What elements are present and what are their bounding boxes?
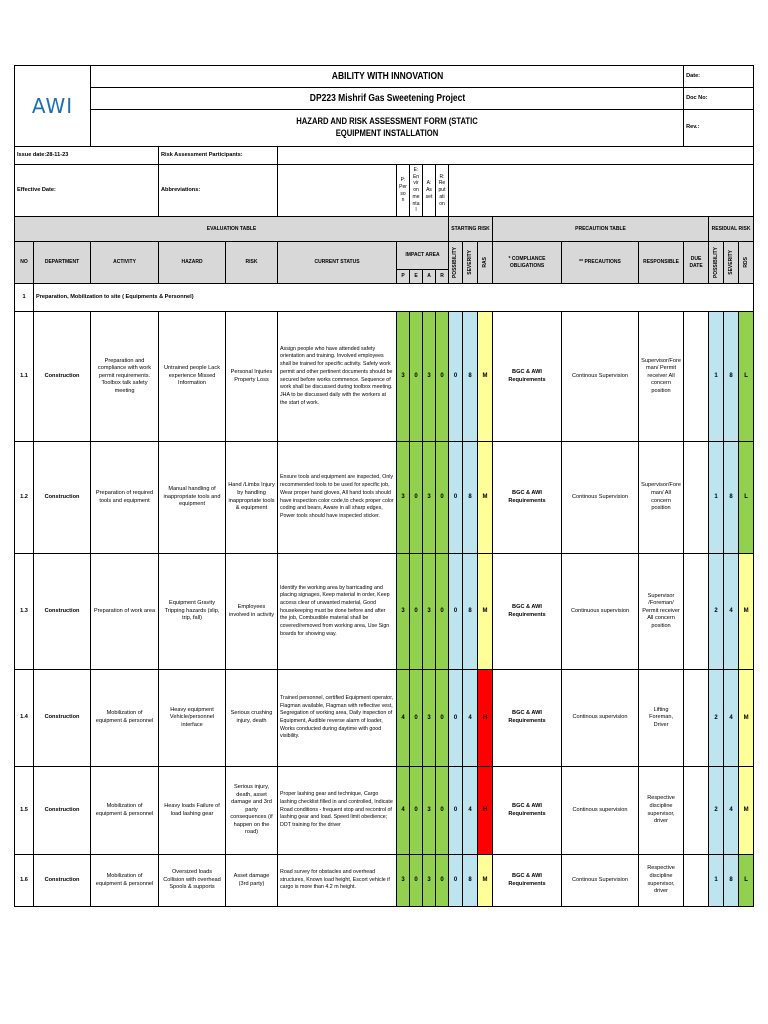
row-residual-possibility: 1 [709, 855, 724, 907]
row-residual-possibility: 1 [709, 312, 724, 442]
col-severity-text: SEVERITY [466, 250, 473, 275]
row-current-status: Road survey for obstacles and overhead structures, Known load height, Escort vehicle if cargo is more than 4.2 m height. [278, 855, 397, 907]
effective-date-label: Effective Date: [15, 165, 159, 217]
row-severity: 8 [463, 554, 478, 670]
row-ras: M [478, 554, 493, 670]
row-hazard: Heavy loads Failure of load lashing gear [159, 767, 226, 855]
row-activity: Mobilization of equipment & personnel [91, 767, 159, 855]
row-impact-r: 0 [436, 767, 449, 855]
row-department: Construction [34, 554, 91, 670]
row-department: Construction [34, 442, 91, 554]
participants-label: Risk Assessment Participants: [159, 147, 278, 165]
row-precaution: Continous Supervision [562, 312, 639, 442]
company-name: ABILITY WITH INNOVATION [135, 66, 639, 88]
col-severity [463, 242, 478, 284]
row-rds: L [739, 442, 754, 554]
precaution-table-header: PRECAUTION TABLE [493, 217, 709, 242]
row-precaution: Continous supervision [562, 767, 639, 855]
row-compliance: BGC & AWI Requirements [493, 767, 562, 855]
row-precaution: Continous Supervision [562, 442, 639, 554]
col-due-date: DUE DATE [684, 242, 709, 284]
row-due-date [684, 767, 709, 855]
row-severity: 8 [463, 442, 478, 554]
row-impact-e: 0 [410, 670, 423, 767]
row-severity: 8 [463, 312, 478, 442]
abbr-asset: A: Asset [423, 165, 436, 217]
col-risk: RISK [226, 242, 278, 284]
row-due-date [684, 312, 709, 442]
row-impact-r: 0 [436, 670, 449, 767]
col-rds [739, 242, 754, 284]
col-residual-possibility [709, 242, 724, 284]
row-responsible: Supervisor/Foreman/ Permit receiver All concern position [639, 312, 684, 442]
row-hazard: Equipment Gravity Tripping hazards (slip, trip, fall) [159, 554, 226, 670]
row-possibility: 0 [449, 442, 463, 554]
row-residual-severity: 8 [724, 442, 739, 554]
logo-text: AWI [31, 93, 74, 118]
row-precaution: Continuous supervision [562, 554, 639, 670]
row-possibility: 0 [449, 670, 463, 767]
row-current-status: Ensure tools and equipment are inspected, Only recommended tools to be used for specific job, Wear proper hand gloves, All hand tools should have inspection color code,to check proper color coding and bears, Aware in all sharp edges, Power tools should have inspected sticker. [278, 442, 397, 554]
row-residual-possibility: 2 [709, 554, 724, 670]
row-residual-possibility: 2 [709, 767, 724, 855]
row-department: Construction [34, 855, 91, 907]
row-responsible: Supervisor /Foreman/ Permit receiver All concern position [639, 554, 684, 670]
row-risk: Hand /Limbs Injury by handling inappropriate tools & equipment [226, 442, 278, 554]
issue-date: Issue date:28-11-23 [15, 147, 159, 165]
row-due-date [684, 442, 709, 554]
col-possibility-text: POSSIBILITY [452, 246, 459, 279]
row-rds: L [739, 312, 754, 442]
row-ras: H [478, 670, 493, 767]
residual-risk-header: RESIDUAL RISK [709, 217, 754, 242]
row-no: 1.1 [15, 312, 34, 442]
row-compliance: BGC & AWI Requirements [493, 855, 562, 907]
row-impact-a: 3 [423, 767, 436, 855]
section-title: Preparation, Mobilization to site ( Equipments & Personnel) [34, 284, 754, 312]
row-precaution: Continous Supervision [562, 855, 639, 907]
row-due-date [684, 855, 709, 907]
row-impact-e: 0 [410, 312, 423, 442]
section-no: 1 [15, 284, 34, 312]
row-residual-severity: 8 [724, 312, 739, 442]
row-possibility: 0 [449, 312, 463, 442]
row-current-status: Identify the working area by barricading and placing signages, Keep material in order, Keep access clear of unwanted material, Good housekeeping must be done before and after the job, Combustible material shall be covered/removed from working area, Use Sign boards for showing way. [278, 554, 397, 670]
row-impact-p: 3 [397, 442, 410, 554]
row-residual-severity: 4 [724, 767, 739, 855]
row-ras: H [478, 767, 493, 855]
row-rds: M [739, 767, 754, 855]
row-current-status: Trained personnel, certified Equipment operator, Flagman available, Flagman with reflective vest, Segregation of working area, Daily inspection of Equipment, Audible reverse alarm of loader, Works conducted during daytime with good visibility. [278, 670, 397, 767]
table-row [15, 442, 754, 554]
abbreviations-blank [278, 165, 397, 217]
form-title-text: HAZARD AND RISK ASSESSMENT FORM (STATIC EQUIPMENT INSTALLATION [296, 116, 478, 138]
risk-rows [15, 312, 754, 907]
row-no: 1.2 [15, 442, 34, 554]
col-department: DEPARTMENT [34, 242, 91, 284]
row-activity: Preparation of work area [91, 554, 159, 670]
row-impact-a: 3 [423, 670, 436, 767]
col-precautions: ** PRECAUTIONS [562, 242, 639, 284]
row-activity: Mobilization of equipment & personnel [91, 855, 159, 907]
row-no: 1.4 [15, 670, 34, 767]
participants-value [278, 147, 754, 165]
row-responsible: Lifting Foreman, Driver [639, 670, 684, 767]
date-label: Date: [684, 66, 754, 88]
row-impact-e: 0 [410, 767, 423, 855]
col-impact-e: E [410, 270, 423, 284]
row-due-date [684, 554, 709, 670]
row-ras: M [478, 442, 493, 554]
row-current-status: Proper lashing gear and technique, Cargo lashing checklist filled in and controlled, Indicate Road conditions - frequent stop and recontrol of lashing gear and load. Speed limit obedience; DDT training for the driver [278, 767, 397, 855]
row-impact-p: 3 [397, 554, 410, 670]
row-compliance: BGC & AWI Requirements [493, 312, 562, 442]
col-activity: ACTIVITY [91, 242, 159, 284]
risk-assessment-table [14, 65, 754, 907]
row-residual-possibility: 2 [709, 670, 724, 767]
abbreviations-extra [449, 165, 754, 217]
col-impact-p: P [397, 270, 410, 284]
table-row [15, 670, 754, 767]
abbr-reputation: R: Reputation [436, 165, 449, 217]
row-department: Construction [34, 312, 91, 442]
abbr-person: P: Person [397, 165, 410, 217]
row-impact-e: 0 [410, 855, 423, 907]
evaluation-table-header: EVALUATION TABLE [15, 217, 449, 242]
project-name: DP223 Mishrif Gas Sweetening Project [135, 88, 639, 110]
row-current-status: Assign people who have attended safety orientation and training. Involved employees shall be trained for specific activity. Safety work permit and other pertinent documents should be secured before works commence. Sequence of work shall be discussed during toolbox meeting. JHA to be discussed daily with the workers at the start of work. [278, 312, 397, 442]
row-residual-severity: 4 [724, 670, 739, 767]
row-no: 1.3 [15, 554, 34, 670]
table-row [15, 767, 754, 855]
row-impact-a: 3 [423, 312, 436, 442]
row-impact-e: 0 [410, 554, 423, 670]
row-responsible: Respective discipline supervisor, driver [639, 855, 684, 907]
row-residual-severity: 4 [724, 554, 739, 670]
row-rds: M [739, 554, 754, 670]
row-residual-possibility: 1 [709, 442, 724, 554]
row-impact-p: 3 [397, 855, 410, 907]
col-ras [478, 242, 493, 284]
row-possibility: 0 [449, 855, 463, 907]
col-impact-area: IMPACT AREA [397, 242, 449, 270]
row-compliance: BGC & AWI Requirements [493, 554, 562, 670]
row-activity: Mobilization of equipment & personnel [91, 670, 159, 767]
company-logo [15, 66, 91, 147]
row-responsible: Respective discipline supervisor, driver [639, 767, 684, 855]
row-possibility: 0 [449, 554, 463, 670]
row-impact-r: 0 [436, 442, 449, 554]
row-impact-a: 3 [423, 554, 436, 670]
row-department: Construction [34, 767, 91, 855]
col-impact-r: R [436, 270, 449, 284]
abbr-environmental: E: Environmental [410, 165, 423, 217]
row-hazard: Heavy equipment Vehicle/personnel interface [159, 670, 226, 767]
doc-no-label: Doc No: [684, 88, 754, 110]
row-responsible: Supervisor/Foreman/ All concern position [639, 442, 684, 554]
col-current-status: CURRENT STATUS [278, 242, 397, 284]
row-risk: Serious injury, death, asset damage and 3rd party consequences (if happen on the road) [226, 767, 278, 855]
col-hazard: HAZARD [159, 242, 226, 284]
row-impact-r: 0 [436, 855, 449, 907]
row-hazard: Oversized loads Collision with overhead Spools & supports [159, 855, 226, 907]
col-residual-possibility-text: POSSIBILITY [712, 246, 719, 279]
row-precaution: Continous supervision [562, 670, 639, 767]
row-impact-a: 3 [423, 855, 436, 907]
row-due-date [684, 670, 709, 767]
table-row [15, 554, 754, 670]
col-no: NO [15, 242, 34, 284]
row-risk: Employees involved in activity [226, 554, 278, 670]
row-compliance: BGC & AWI Requirements [493, 670, 562, 767]
col-impact-a: A [423, 270, 436, 284]
starting-risk-header: STARTING RISK [449, 217, 493, 242]
col-residual-severity-text: SEVERITY [727, 250, 734, 275]
row-risk: Personal Injuries Property Loss [226, 312, 278, 442]
row-impact-r: 0 [436, 554, 449, 670]
row-activity: Preparation of required tools and equipment [91, 442, 159, 554]
row-hazard: Manual handling of inappropriate tools and equipment [159, 442, 226, 554]
row-impact-p: 4 [397, 670, 410, 767]
row-rds: L [739, 855, 754, 907]
row-ras: M [478, 855, 493, 907]
row-risk: Asset damage (3rd party) [226, 855, 278, 907]
col-compliance: * COMPLIANCE OBLIGATIONS [493, 242, 562, 284]
rev-label: Rev.: [684, 110, 754, 147]
col-residual-severity [724, 242, 739, 284]
row-compliance: BGC & AWI Requirements [493, 442, 562, 554]
row-risk: Serious crushing injury, death [226, 670, 278, 767]
row-possibility: 0 [449, 767, 463, 855]
abbreviations-label: Abbreviations: [159, 165, 278, 217]
row-no: 1.6 [15, 855, 34, 907]
col-responsible: RESPONSIBLE [639, 242, 684, 284]
row-ras: M [478, 312, 493, 442]
row-department: Construction [34, 670, 91, 767]
table-row [15, 855, 754, 907]
form-title [91, 110, 684, 147]
row-severity: 8 [463, 855, 478, 907]
row-rds: M [739, 670, 754, 767]
row-hazard: Untrained people Lack experience Missed Information [159, 312, 226, 442]
row-impact-a: 3 [423, 442, 436, 554]
row-no: 1.5 [15, 767, 34, 855]
row-impact-p: 4 [397, 767, 410, 855]
row-severity: 4 [463, 670, 478, 767]
row-activity: Preparation and compliance with work permit requirements. Toolbox talk safety meeting [91, 312, 159, 442]
row-impact-p: 3 [397, 312, 410, 442]
row-residual-severity: 8 [724, 855, 739, 907]
col-ras-text: RAS [481, 257, 488, 268]
row-severity: 4 [463, 767, 478, 855]
col-rds-text: RDS [742, 257, 749, 268]
table-row [15, 312, 754, 442]
row-impact-r: 0 [436, 312, 449, 442]
col-possibility [449, 242, 463, 284]
row-impact-e: 0 [410, 442, 423, 554]
